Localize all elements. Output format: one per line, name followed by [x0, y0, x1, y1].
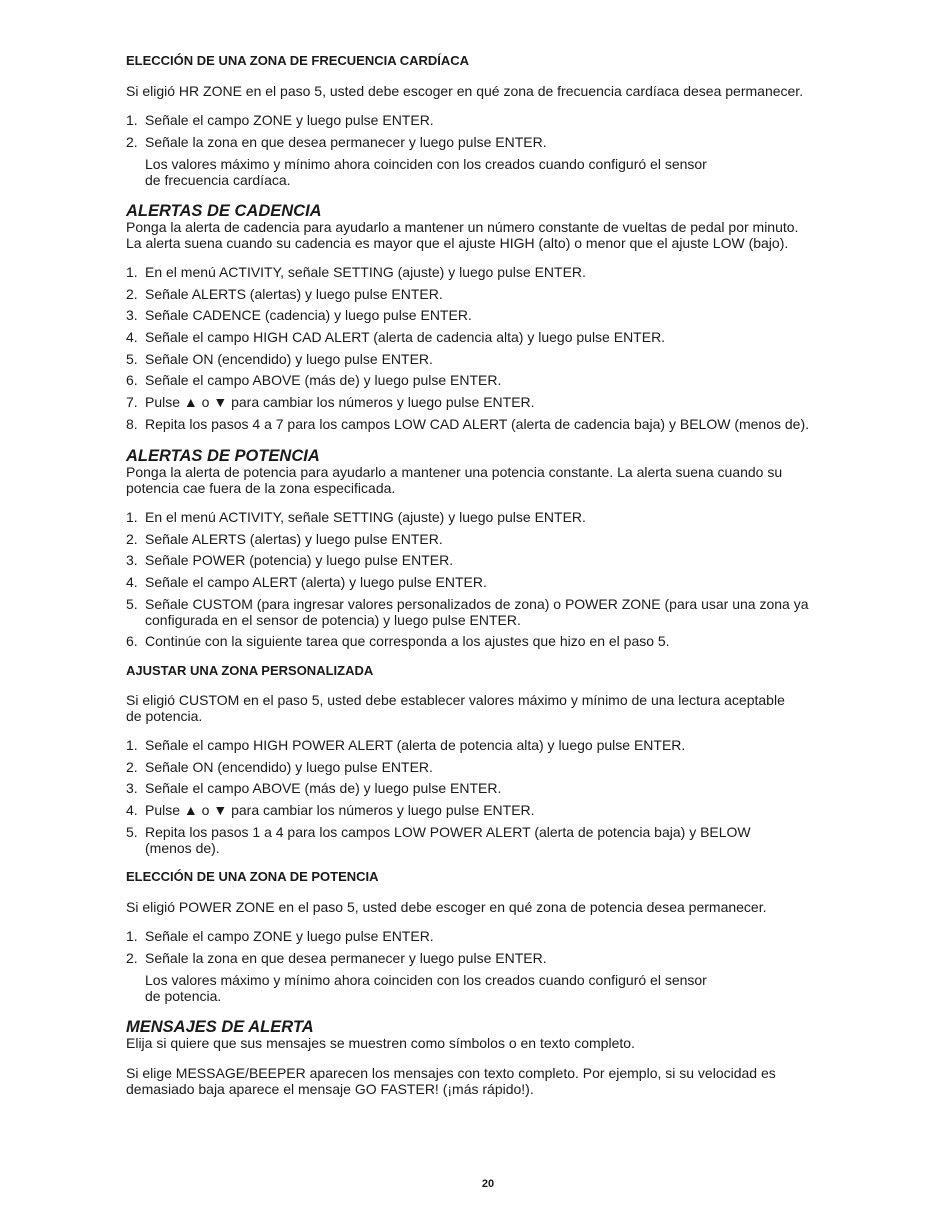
list-item: 3. Señale el campo ABOVE (más de) y luego pulse ENTER.: [126, 780, 502, 797]
list-item: 6. Continúe con la siguiente tarea que corresponda a los ajustes que hizo en el paso 5.: [126, 633, 670, 650]
hr-zone-steps: [126, 112, 846, 155]
list-item: 2. Señale ALERTS (alertas) y luego pulse ENTER.: [126, 285, 443, 302]
list-item: 4. Señale el campo ALERT (alerta) y luego pulse ENTER.: [126, 574, 487, 591]
cadence-heading: ALERTAS DE CADENCIA: [126, 202, 322, 220]
power-zone-steps: [126, 928, 846, 971]
list-item: 5. Señale CUSTOM (para ingresar valores personalizados de zona) o POWER ZONE (para usar una zona ya configurada en el sensor de potencia) y luego pulse ENTER.: [126, 595, 809, 628]
hr-zone-note: Los valores máximo y mínimo ahora coinciden con los creados cuando configuró el sensor de frecuencia cardíaca.: [145, 156, 707, 188]
list-item: 1. Señale el campo ZONE y luego pulse ENTER.: [126, 928, 434, 944]
hr-zone-intro: Si eligió HR ZONE en el paso 5, usted debe escoger en qué zona de frecuencia cardíaca desea permanecer.: [126, 83, 804, 99]
hr-zone-heading: ELECCIÓN DE UNA ZONA DE FRECUENCIA CARDÍACA: [126, 53, 470, 68]
page-number: 20: [481, 1178, 495, 1190]
power-steps: [126, 509, 846, 655]
list-item: 4. Pulse ▲ o ▼ para cambiar los números y luego pulse ENTER.: [126, 802, 535, 819]
cadence-intro: Ponga la alerta de cadencia para ayudarlo a mantener un número constante de vueltas de pedal por minuto. La alerta suena cuando su cadencia es mayor que el ajuste HIGH (alto) o menor que el ajuste LOW (bajo).: [126, 219, 799, 251]
list-item: 5. Señale ON (encendido) y luego pulse ENTER.: [126, 350, 433, 367]
power-heading: ALERTAS DE POTENCIA: [126, 447, 320, 465]
cadence-steps: [126, 264, 846, 438]
list-item: 3. Señale POWER (potencia) y luego pulse ENTER.: [126, 552, 454, 569]
list-item: 1. En el menú ACTIVITY, señale SETTING (ajuste) y luego pulse ENTER.: [126, 264, 586, 280]
list-item: 6. Señale el campo ABOVE (más de) y luego pulse ENTER.: [126, 372, 502, 389]
list-item: 4. Señale el campo HIGH CAD ALERT (alerta de cadencia alta) y luego pulse ENTER.: [126, 329, 666, 346]
power-zone-note: Los valores máximo y mínimo ahora coinciden con los creados cuando configuró el sensor de potencia.: [145, 972, 707, 1004]
messages-heading: MENSAJES DE ALERTA: [126, 1018, 314, 1036]
list-item: 7. Pulse ▲ o ▼ para cambiar los números y luego pulse ENTER.: [126, 394, 535, 411]
power-zone-intro: Si eligió POWER ZONE en el paso 5, usted debe escoger en qué zona de potencia desea permanecer.: [126, 899, 767, 915]
messages-intro: Elija si quiere que sus mensajes se muestren como símbolos o en texto completo.: [126, 1035, 635, 1051]
power-intro: Ponga la alerta de potencia para ayudarlo a mantener una potencia constante. La alerta suena cuando su potencia cae fuera de la zona especificada.: [126, 464, 783, 496]
list-item: 1. Señale el campo ZONE y luego pulse ENTER.: [126, 112, 434, 128]
custom-zone-steps: [126, 737, 846, 861]
list-item: 8. Repita los pasos 4 a 7 para los campos LOW CAD ALERT (alerta de cadencia baja) y BELOW (menos de).: [126, 415, 810, 432]
list-item: 5. Repita los pasos 1 a 4 para los campos LOW POWER ALERT (alerta de potencia baja) y BELOW (menos de).: [126, 823, 751, 856]
list-item: 2. Señale la zona en que desea permanecer y luego pulse ENTER.: [126, 133, 547, 150]
list-item: 1. Señale el campo HIGH POWER ALERT (alerta de potencia alta) y luego pulse ENTER.: [126, 737, 686, 753]
list-item: 2. Señale ON (encendido) y luego pulse ENTER.: [126, 758, 433, 775]
custom-zone-heading: AJUSTAR UNA ZONA PERSONALIZADA: [126, 663, 374, 678]
list-item: 2. Señale ALERTS (alertas) y luego pulse ENTER.: [126, 530, 443, 547]
list-item: 2. Señale la zona en que desea permanecer y luego pulse ENTER.: [126, 949, 547, 966]
list-item: 3. Señale CADENCE (cadencia) y luego pulse ENTER.: [126, 307, 472, 324]
custom-zone-intro: Si eligió CUSTOM en el paso 5, usted debe establecer valores máximo y mínimo de una lectura aceptable de potencia.: [126, 692, 785, 724]
messages-paragraph: Si elige MESSAGE/BEEPER aparecen los mensajes con texto completo. Por ejemplo, si su velocidad es demasiado baja aparece el mensaje GO FASTER! (¡más rápido!).: [126, 1065, 776, 1097]
list-item: 1. En el menú ACTIVITY, señale SETTING (ajuste) y luego pulse ENTER.: [126, 509, 586, 525]
power-zone-heading: ELECCIÓN DE UNA ZONA DE POTENCIA: [126, 869, 379, 884]
